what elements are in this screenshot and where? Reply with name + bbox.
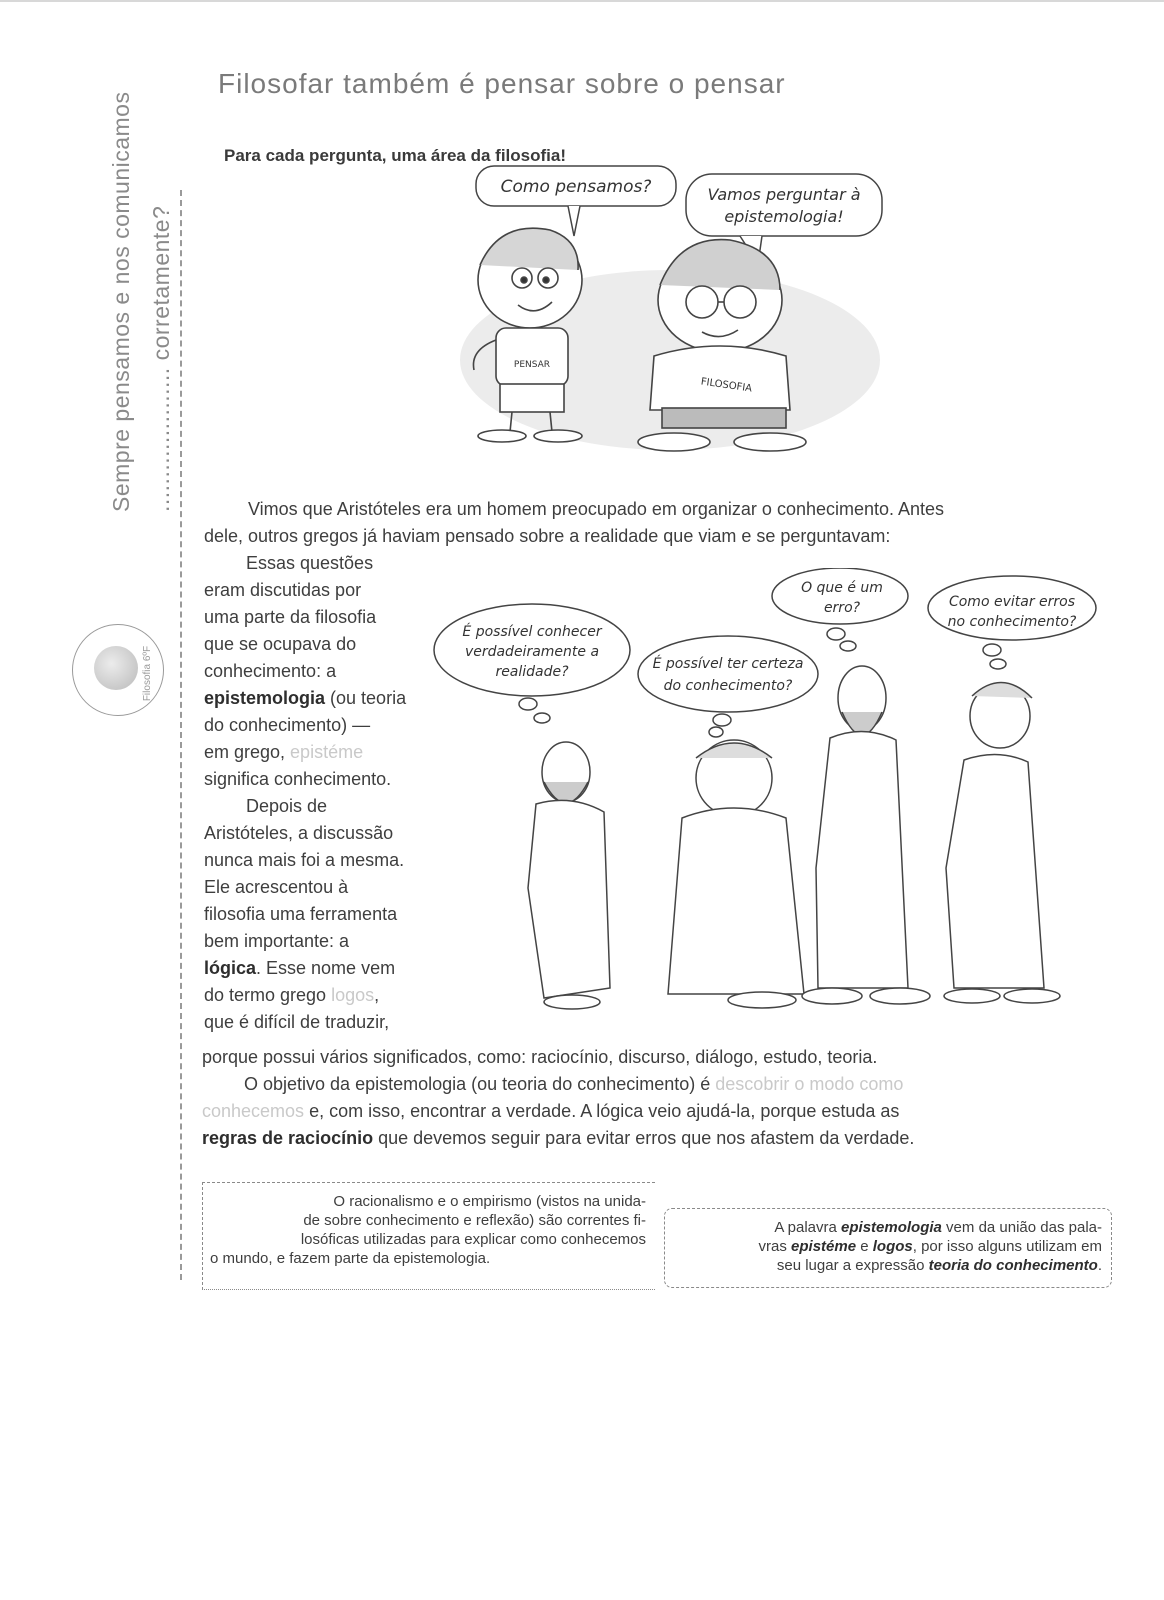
kid2-shirt: FILOSOFIA [700,376,753,395]
svg-text:verdadeiramente a: verdadeiramente a [464,644,600,660]
philosopher-3-figure [802,666,930,1004]
thought-bubble-4 [928,576,1096,669]
thought-bubble-1 [434,604,630,723]
term-epistemologia: epistemologia [204,688,326,708]
left-col-line: uma parte da filosofia [204,607,377,627]
left-col-line: Essas questões [246,553,374,573]
intro-line-1: Vimos que Aristóteles era um homem preocupado em organizar o conhecimento. Antes [248,499,945,519]
intro-line-2: dele, outros gregos já haviam pensado sobre a realidade que viam e se perguntavam: [204,526,891,546]
svg-text:O que é um: O que é um [801,580,883,596]
left-col-line: do conhecimento) — [204,715,371,735]
svg-text:do conhecimento?: do conhecimento? [663,678,793,694]
bubble1-text: Como pensamos? [500,177,652,197]
note-epistemologia: A palavra epistemologia vem da união das pala- vras epistéme e logos, por isso alguns utilizam em seu lugar a expressão teoria do conhecimento. [758,1219,1102,1274]
section-subtitle: Para cada pergunta, uma área da filosofia! [224,146,567,165]
svg-text:É possível conhecer: É possível conhecer [462,624,602,640]
term-logica: lógica [204,958,257,978]
philosopher-2-figure [668,740,804,1008]
term-episteme-faded: epistéme [290,742,364,762]
left-col-line: Depois de [246,796,328,816]
faded-conhecemos: conhecemos [202,1101,305,1121]
page-title: Filosofar também é pensar sobre o pensar [218,68,786,99]
left-col-line: conhecimento: a [204,661,337,681]
philosopher-1-figure [528,742,610,1009]
left-col-line: em grego, epistéme [204,742,364,762]
left-col-line: filosofia uma ferramenta [204,904,398,924]
left-col-line: que se ocupava do [204,634,357,654]
bubble2-line1: Vamos perguntar à [707,185,861,204]
philosopher-4-figure [944,682,1060,1003]
term-logos-faded: logos [331,985,375,1005]
medal-coin-icon [94,646,138,690]
speech-bubble-1 [476,166,676,236]
medal-label: Filosofia 6ºF [142,645,154,702]
bottom-line-3: conhecemos e, com isso, encontrar a verdade. A lógica veio ajudá-la, porque estuda as [202,1101,900,1121]
left-col-line: eram discutidas por [204,580,362,600]
left-col-line: Aristóteles, a discussão [204,823,394,843]
top-comic-illustration [440,160,900,460]
side-divider [180,190,182,1280]
svg-text:É possível ter certeza: É possível ter certeza [652,656,804,672]
term-regras-raciocinio: regras de raciocínio [202,1128,374,1148]
bubble2-line2: epistemologia! [724,207,844,226]
left-col-line: nunca mais foi a mesma. [204,850,405,870]
svg-text:erro?: erro? [823,600,861,616]
bottom-line-1: porque possui vários significados, como: raciocínio, discurso, diálogo, estudo, teoria. [202,1047,878,1067]
left-col-line: bem importante: a [204,931,350,951]
kid1-shirt: PENSAR [513,360,551,370]
greek-philosophers-illustration [432,568,1112,1038]
left-col-line: que é difícil de traduzir, [204,1012,390,1032]
note-racionalismo: O racionalismo e o empirismo (vistos na unida- de sobre conhecimento e reflexão) são correntes fi- losóficas utilizadas para explicar como conhecemos o mundo, e fazem parte da epistemologia. [210,1193,646,1267]
left-col-line: epistemologia (ou teoria [204,688,407,708]
thought-bubble-3 [772,568,908,651]
svg-text:realidade?: realidade? [495,664,569,680]
side-heading-line1: Sempre pensamos e nos comunicamos [108,91,134,512]
svg-text:no conhecimento?: no conhecimento? [947,614,1077,630]
bottom-line-2: O objetivo da epistemologia (ou teoria do conhecimento) é descobrir o modo como [244,1074,904,1094]
side-heading-line2: ..................... corretamente? [148,205,174,512]
left-col-line: significa conhecimento. [204,769,392,789]
faded-descobrir: descobrir o modo como [715,1074,904,1094]
left-column [204,550,406,1036]
svg-text:Como evitar erros: Como evitar erros [948,594,1076,610]
left-col-line: do termo grego logos, [204,985,380,1005]
left-col-line: lógica. Esse nome vem [204,958,396,978]
left-col-line: Ele acrescentou à [204,877,349,897]
thought-bubble-2 [638,636,818,737]
bottom-line-4: regras de raciocínio que devemos seguir para evitar erros que nos afastem da verdade. [202,1128,915,1148]
page-edge [0,0,1164,2]
